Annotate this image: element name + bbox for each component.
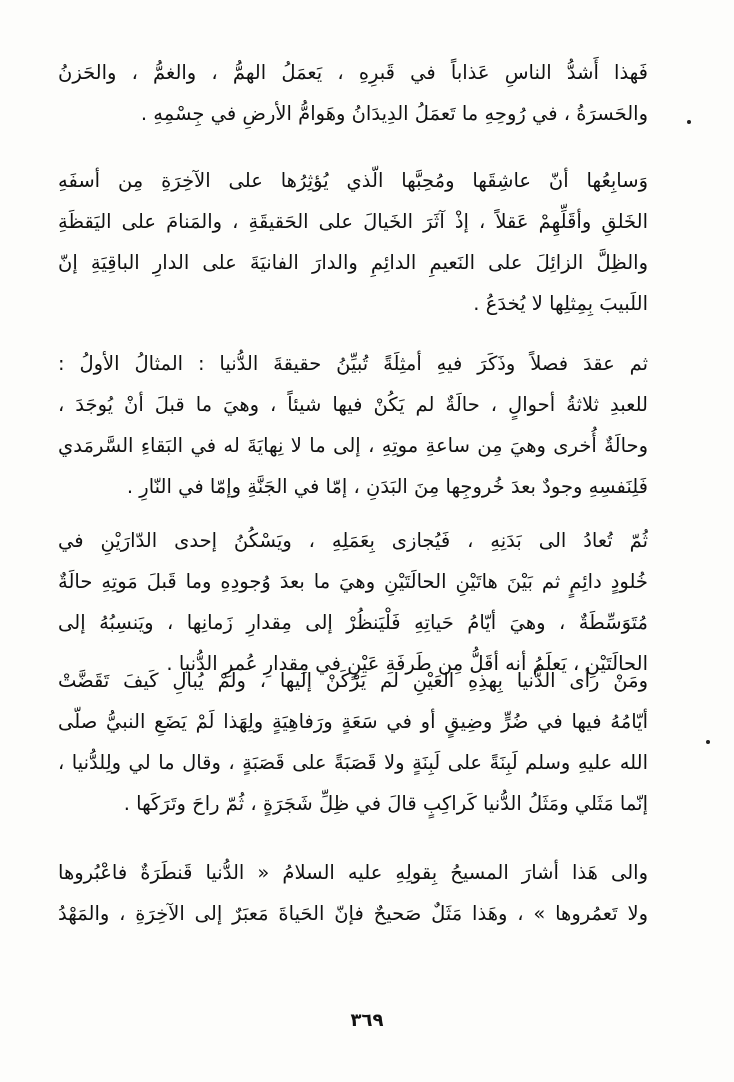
text-line: للعبدِ ثلاثةُ أحوالٍ ، حالَةٌ لم يَكُنْ فيها شيئاً ، وهيَ ما قبلَ أنْ يُوجَدَ ،	[58, 393, 648, 416]
margin-dot-mark	[687, 120, 691, 124]
text-line: ثم عقدَ فصلاً وذَكَرَ فيهِ أمثِلَةً تُبيِّنُ حقيقةَ الدُّنيا : المثالُ الأولُ :	[58, 352, 648, 375]
paragraph-6	[58, 852, 648, 934]
text-line: ومَنْ رأى الدُّنيا بِهذِهِ العَيْنِ لم يَرْكَنْ إليها ، ولَمْ يُبالِ كَيفَ تَقَضَّتْ	[58, 669, 648, 692]
text-line: ولا تَعمُروها » ، وهَذا مَثَلٌ صَحيحٌ فإنّ الحَياةَ مَعبَرٌ إلى الآخِرَةِ ، والمَهْدُ	[58, 902, 648, 925]
paragraph-5	[58, 660, 648, 824]
text-line: فَهذا أَشدُّ الناسِ عَذاباً في قَبرِهِ ، يَعمَلُ الهمُّ ، والغمُّ ، والحَزنُ	[58, 61, 648, 84]
paragraph-1	[58, 52, 648, 134]
paragraph-3	[58, 343, 648, 507]
page-number: ٣٦٩	[350, 1010, 384, 1031]
text-line: إنّما مَثَلي ومَثَلُ الدُّنيا كَراكِبٍ قالَ في ظِلِّ شَجَرَةٍ ، ثُمّ راحَ وتَرَكَها .	[123, 792, 648, 815]
text-line: والحَسرَةُ ، في رُوحِهِ ما تَعمَلُ الدِيدَانُ وهَوامُّ الأرضِ في جِسْمِهِ .	[140, 102, 648, 125]
text-line: مُتَوَسِّطَةٌ ، وهيَ أيّامُ حَياتِهِ فَلْيَنظُرْ إلى مِقدارِ زَمانِها ، ويَنسِبُهُ إلى	[58, 611, 648, 634]
text-line: وَسابِعُها أنّ عاشِقَها ومُحِبَّها الّذي يُؤثِرُها على الآخِرَةِ مِن أسفَهِ	[58, 169, 648, 192]
text-line: خُلودٍ دائِمٍ ثم بَيْنَ هاتَيْنِ الحالَتَيْنِ وهيَ ما بعدَ وُجودِهِ وما قَبلَ مَوتِهِ حالَةٌ	[58, 570, 648, 593]
text-line: والظِلَّ الزائِلَ على النَعيمِ الدائِمِ والدارَ الفانيَةَ على الدارِ الباقِيَةِ إنّ	[58, 251, 648, 274]
text-line: ثُمّ تُعادُ الى بَدَنِهِ ، فَيُجازى بِعَمَلِهِ ، ويَسْكُنُ إحدى الدّارَيْنِ في	[58, 529, 648, 552]
text-line: والى هَذا أشارَ المسيحُ بِقولِهِ عليه السلامُ « الدُّنيا قَنطَرَةٌ فاعْبُروها	[58, 861, 648, 884]
text-line: وحالَةٌ أُخرى وهيَ مِن ساعةِ موتِهِ ، إلى ما لا نِهايَةَ له في البَقاءِ السَّرمَدي	[58, 434, 648, 457]
text-line: أيّامُهُ فيها في ضُرٍّ وضِيقٍ أو في سَعَةٍ ورَفاهِيَةٍ ولِهَذا لَمْ يَضَعِ النبيُّ صلّى	[58, 710, 648, 733]
text-line: اللَبيبَ بِمِثلِها لا يُخدَعُ .	[473, 292, 648, 315]
text-line: فَلِنَفسِهِ وجودٌ بعدَ خُروجِها مِنَ البَدَنِ ، إمّا في الجَنَّةِ وإمّا في النّارِ .	[126, 475, 648, 498]
text-line: الله عليهِ وسلم لَبِنَةً على لَبِنَةٍ ولا قَصَبَةً على قَصَبَةٍ ، وقال ما لي ولِلدُّنيا ،	[58, 751, 648, 774]
margin-dot-mark	[706, 740, 710, 744]
text-line: الخَلقِ وأقَلِّهِمْ عَقلاً ، إذْ آثَرَ الخَيالَ على الحَقيقَةِ ، والمَنامَ على اليَقظَةِ	[58, 210, 648, 233]
text-line: الحالَتَيْنِ ، يَعلَمُ أنه أقَلُّ مِن طَرفَةِ عَيْنٍ في مِقدارِ عُمرِ الدُّنيا .	[166, 652, 648, 675]
paragraph-2	[58, 160, 648, 324]
